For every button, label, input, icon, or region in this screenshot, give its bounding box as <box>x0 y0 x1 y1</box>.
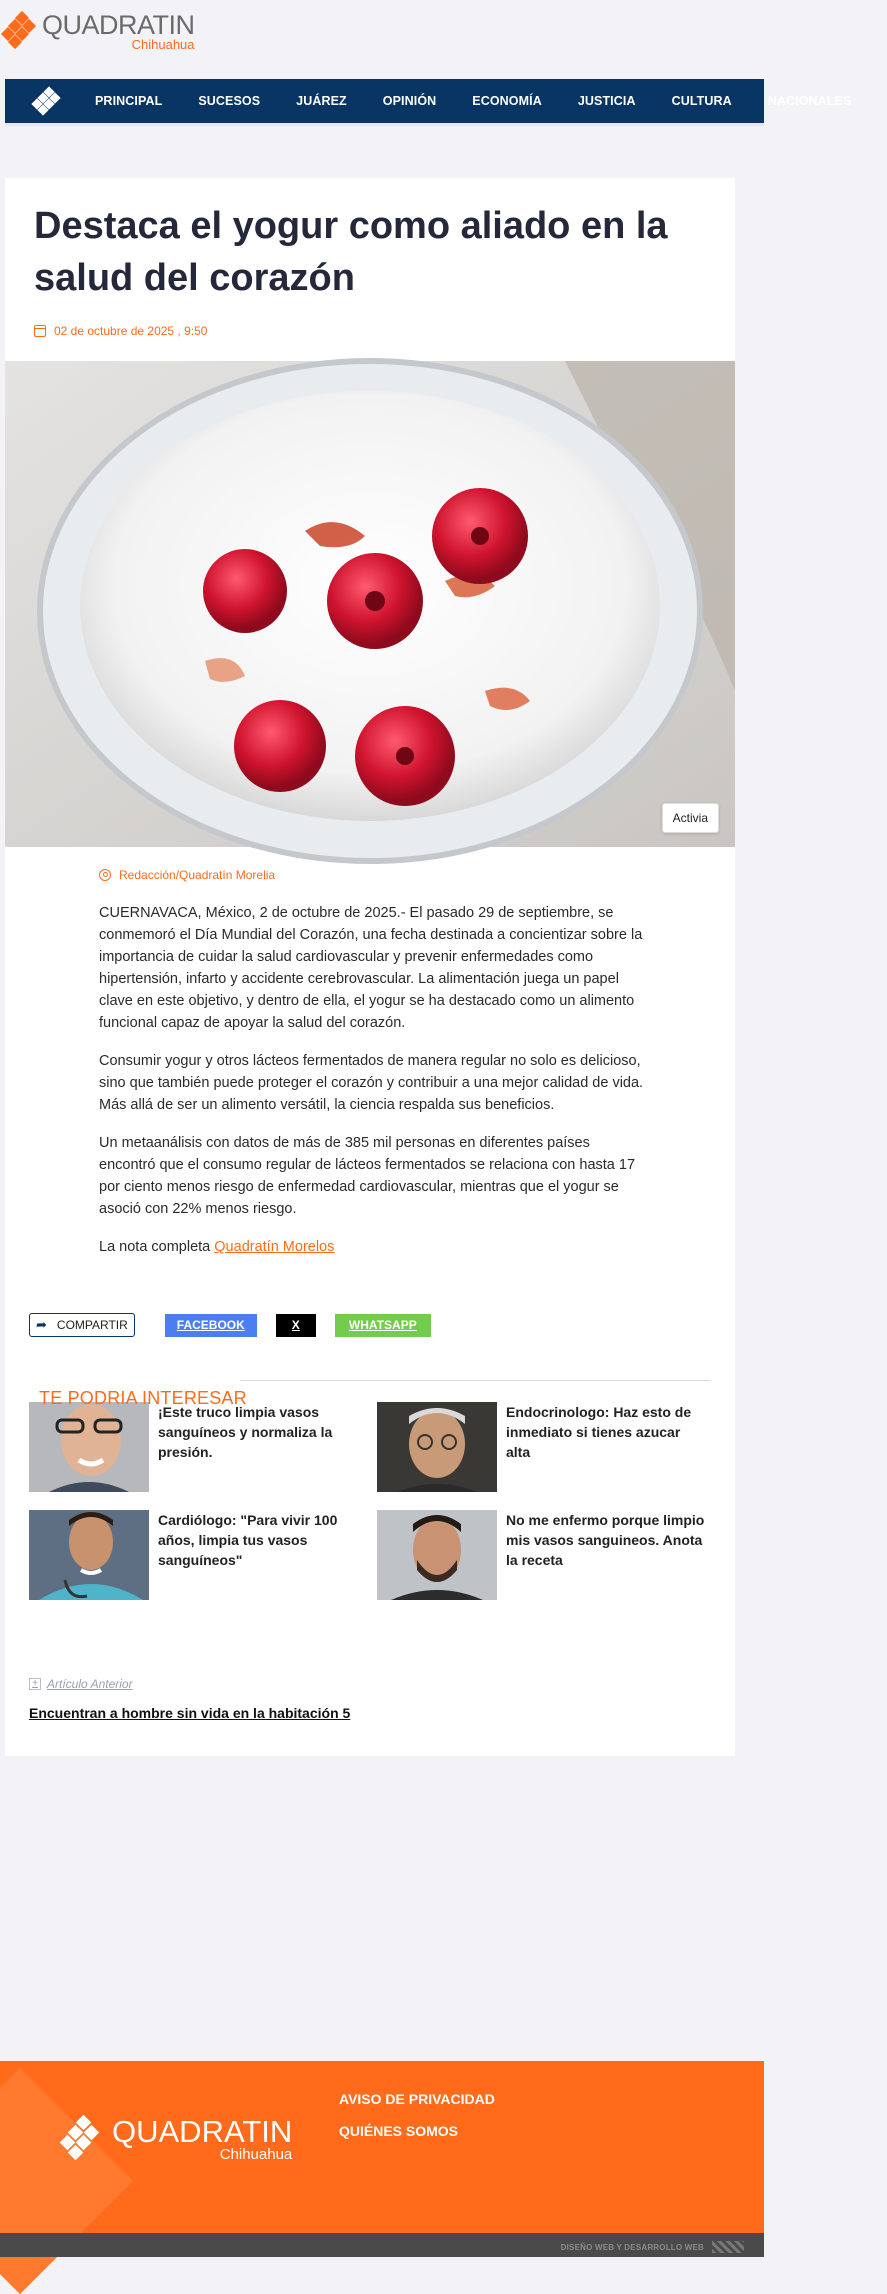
full-note-prefix: La nota completa <box>99 1239 215 1255</box>
bottom-credit-bar <box>0 2233 764 2257</box>
user-icon <box>99 869 111 881</box>
previous-article-label-text: Artículo Anterior <box>47 1677 133 1691</box>
nav-item-cultura[interactable]: CULTURA <box>671 94 732 108</box>
full-note-link[interactable]: Quadratín Morelos <box>214 1239 335 1255</box>
footer-logo-name: QUADRATIN <box>112 2114 293 2149</box>
recommended-item[interactable] <box>377 1510 706 1600</box>
previous-article-icon: + <box>29 1678 41 1690</box>
article-body <box>99 902 645 1274</box>
previous-article-label[interactable] <box>29 1677 133 1691</box>
recommended-title[interactable]: Endocrinologo: Haz esto de inmediato si tienes azucar alta <box>506 1404 692 1460</box>
developer-credit[interactable]: DISEÑO WEB Y DESARROLLO WEB <box>560 2243 704 2252</box>
interest-section-title: TE PODRIA INTERESAR <box>39 1388 247 1408</box>
footer-link-privacy[interactable]: AVISO DE PRIVACIDAD <box>339 2091 495 2107</box>
share-label: COMPARTIR <box>56 1318 128 1332</box>
share-icon: ➦ <box>36 1317 47 1332</box>
logo-name: QUADRATIN <box>42 9 195 40</box>
recommended-item[interactable] <box>29 1510 358 1600</box>
image-credit: Activia <box>662 803 719 833</box>
share-row <box>29 1313 450 1337</box>
article-card <box>5 178 735 1756</box>
nav-item-opinion[interactable]: OPINIÓN <box>382 94 437 108</box>
whatsapp-share-button[interactable]: WHATSAPP <box>335 1314 431 1337</box>
share-button[interactable] <box>29 1313 135 1337</box>
site-logo[interactable] <box>6 10 195 52</box>
recommended-title[interactable]: Cardiólogo: "Para vivir 100 años, limpia tus vasos sanguíneos" <box>158 1512 338 1568</box>
nav-item-sucesos[interactable]: SUCESOS <box>198 94 261 108</box>
article-date <box>34 324 207 338</box>
recommended-item[interactable] <box>377 1402 706 1492</box>
facebook-share-button[interactable]: FACEBOOK <box>165 1314 257 1337</box>
logo-region: Chihuahua <box>131 36 195 52</box>
article-date-text: 02 de octubre de 2025 , 9:50 <box>54 324 208 338</box>
quadratin-logo-icon <box>64 2115 104 2163</box>
x-share-button[interactable]: X <box>276 1314 316 1337</box>
footer-logo-region: Chihuahua <box>219 2146 293 2163</box>
footer-decoration <box>0 2068 133 2294</box>
calendar-icon <box>34 325 46 337</box>
article-title: Destaca el yogur como aliado en la salud del corazón <box>34 205 668 299</box>
nav-item-nacionales[interactable]: NACIONALES <box>767 94 852 108</box>
recommended-title[interactable]: ¡Este truco limpia vasos sanguíneos y normaliza la presión. <box>158 1404 333 1460</box>
footer-link-about[interactable]: QUIÉNES SOMOS <box>339 2123 459 2139</box>
recommended-thumbnail[interactable] <box>377 1510 497 1600</box>
article-paragraph: CUERNAVACA, México, 2 de octubre de 2025.- El pasado 29 de septiembre, se conmemoró el Día Mundial del Corazón, una fecha destinada a concientizar sobre la importancia de cuidar la salud cardiovascular y prevenir enfermedades como hipertensión, infarto y accidente cerebrovascular. La alimentación juega un papel clave en este objetivo, y dentro de ella, el yogur se ha destacado como un alimento funcional capaz de apoyar la salud del corazón. <box>99 905 643 1031</box>
interest-divider <box>240 1380 711 1381</box>
recommended-item[interactable] <box>29 1402 358 1492</box>
main-nav <box>5 79 852 126</box>
article-paragraph: Consumir yogur y otros lácteos fermentados de manera regular no solo es delicioso, sino que también puede proteger el corazón y contribuir a una mejor calidad de vida. Más allá de ser un alimento versátil, la ciencia respalda sus beneficios. <box>99 1053 644 1113</box>
article-hero-image <box>5 361 735 847</box>
previous-article-link[interactable]: Encuentran a hombre sin vida en la habitación 5 <box>29 1705 351 1721</box>
developer-logo-icon[interactable] <box>712 2241 744 2253</box>
nav-home-icon[interactable] <box>33 86 65 120</box>
yogurt-raspberries-image <box>5 361 735 847</box>
recommended-title[interactable]: No me enfermo porque limpio mis vasos sanguineos. Anota la receta <box>506 1512 705 1568</box>
nav-item-juarez[interactable]: JUÁREZ <box>296 94 347 108</box>
nav-item-principal[interactable]: PRINCIPAL <box>95 94 163 108</box>
quadratin-logo-icon <box>6 12 38 50</box>
recommended-thumbnail[interactable] <box>377 1402 497 1492</box>
nav-item-economia[interactable]: ECONOMÍA <box>472 94 542 108</box>
article-paragraph: Un metaanálisis con datos de más de 385 mil personas en diferentes países encontró que el consumo regular de lácteos fermentados se relaciona con hasta 17 por ciento menos riesgo de enfermedad cardiovascular, mientras que el yogur se asoció con 22% menos riesgo. <box>99 1135 636 1217</box>
footer-logo[interactable] <box>64 2115 292 2163</box>
article-author-name: Redacción/Quadratín Morelia <box>119 868 276 882</box>
footer-links <box>339 2091 495 2155</box>
site-footer <box>0 2061 764 2233</box>
article-author <box>99 868 275 882</box>
nav-item-justicia[interactable]: JUSTICIA <box>577 94 636 108</box>
recommended-thumbnail[interactable] <box>29 1510 149 1600</box>
full-note <box>99 1236 645 1258</box>
recommended-thumbnail[interactable] <box>29 1402 149 1492</box>
